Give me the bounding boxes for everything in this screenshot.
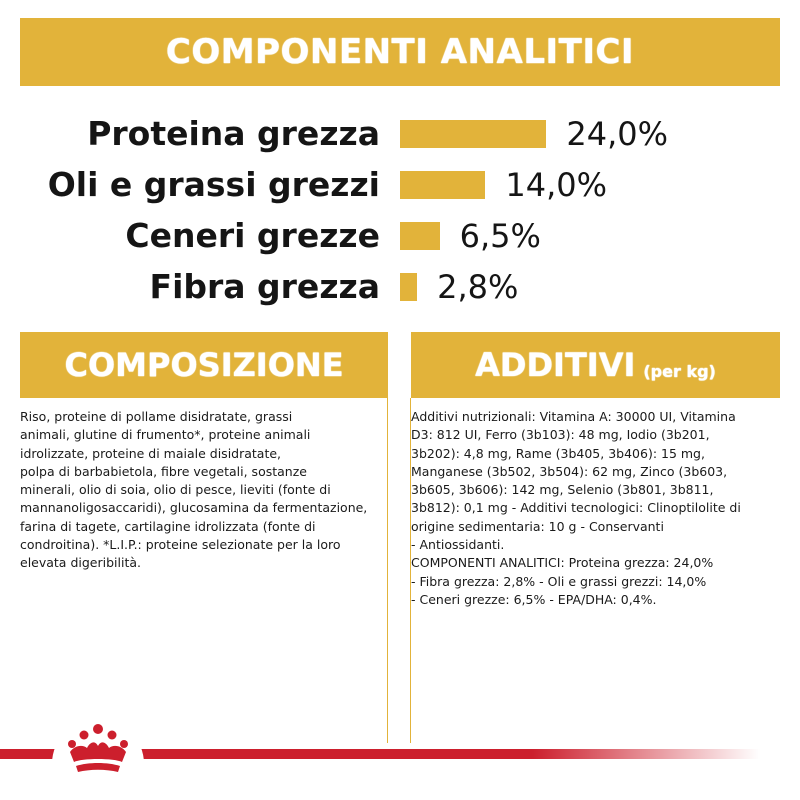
additives-title-sub: (per kg) — [643, 361, 716, 381]
additives-line: 3b202): 4,8 mg, Rame (3b405, 3b406): 15 mg, — [411, 445, 705, 461]
composition-line: mannanoligosaccaridi), glucosamina da fermentazione, — [20, 500, 368, 516]
stat-row-fibre — [0, 262, 800, 312]
composition-banner — [20, 332, 388, 398]
brand-logo — [52, 718, 144, 784]
stat-value: 14,0% — [505, 166, 608, 204]
additives-line: Additivi nutrizionali: Vitamina A: 30000 UI, Vitamina — [411, 409, 736, 424]
stat-bar — [400, 171, 485, 199]
additives-line: 3b812): 0,1 mg - Additivi tecnologici: Clinoptilolite di — [411, 500, 741, 516]
composition-line: condroitina). *L.I.P.: proteine selezionate per la loro — [20, 537, 341, 553]
analytics-banner — [20, 18, 780, 86]
additives-title: ADDITIVI — [475, 346, 636, 384]
additives-text — [411, 408, 783, 609]
stat-value: 6,5% — [459, 217, 541, 255]
additives-banner — [411, 332, 780, 398]
stat-label: Oli e grassi grezzi — [47, 165, 380, 204]
composition-line: Riso, proteine di pollame disidratate, grassi — [20, 409, 293, 424]
composition-line: farina di tagete, cartilagine idrolizzata (fonte di — [20, 518, 316, 534]
stat-bar — [400, 222, 440, 250]
composition-title: COMPOSIZIONE — [64, 346, 344, 384]
additives-line: Manganese (3b502, 3b504): 62 mg, Zinco (3b603, — [411, 463, 728, 479]
stat-row-fat — [0, 160, 800, 210]
composition-line: polpa di barbabietola, fibre vegetali, sostanze — [20, 463, 307, 479]
composition-line: elevata digeribilità. — [20, 555, 141, 571]
stat-label: Proteina grezza — [87, 114, 380, 153]
additives-line: 3b605, 3b606): 142 mg, Selenio (3b801, 3b811, — [411, 482, 714, 498]
stat-label: Ceneri grezze — [125, 216, 380, 255]
stat-bar — [400, 273, 417, 301]
stat-bar — [400, 120, 546, 148]
stat-label: Fibra grezza — [149, 267, 380, 306]
stat-row-ash — [0, 211, 800, 261]
additives-line: origine sedimentaria: 10 g - Conservanti — [411, 518, 664, 534]
stat-value: 2,8% — [437, 268, 519, 306]
composition-line: idrolizzate, proteine di maiale disidratate, — [20, 445, 282, 461]
additives-line: - Fibra grezza: 2,8% - Oli e grassi grezzi: 14,0% — [411, 573, 707, 589]
additives-line: - Antiossidanti. — [411, 537, 505, 553]
additives-line: COMPONENTI ANALITICI: Proteina grezza: 24,0% — [411, 555, 714, 571]
composition-text — [20, 408, 390, 573]
additives-line: D3: 812 UI, Ferro (3b103): 48 mg, Iodio (3b201, — [411, 427, 710, 443]
composition-line: animali, glutine di frumento*, proteine animali — [20, 427, 311, 443]
additives-line: - Ceneri grezze: 6,5% - EPA/DHA: 0,4%. — [411, 591, 657, 607]
stat-value: 24,0% — [566, 115, 669, 153]
stat-row-protein — [0, 109, 800, 159]
composition-line: minerali, olio di soia, olio di pesce, lieviti (fonte di — [20, 482, 331, 498]
analytics-title: COMPONENTI ANALITICI — [165, 32, 635, 72]
crown-icon — [60, 722, 136, 782]
